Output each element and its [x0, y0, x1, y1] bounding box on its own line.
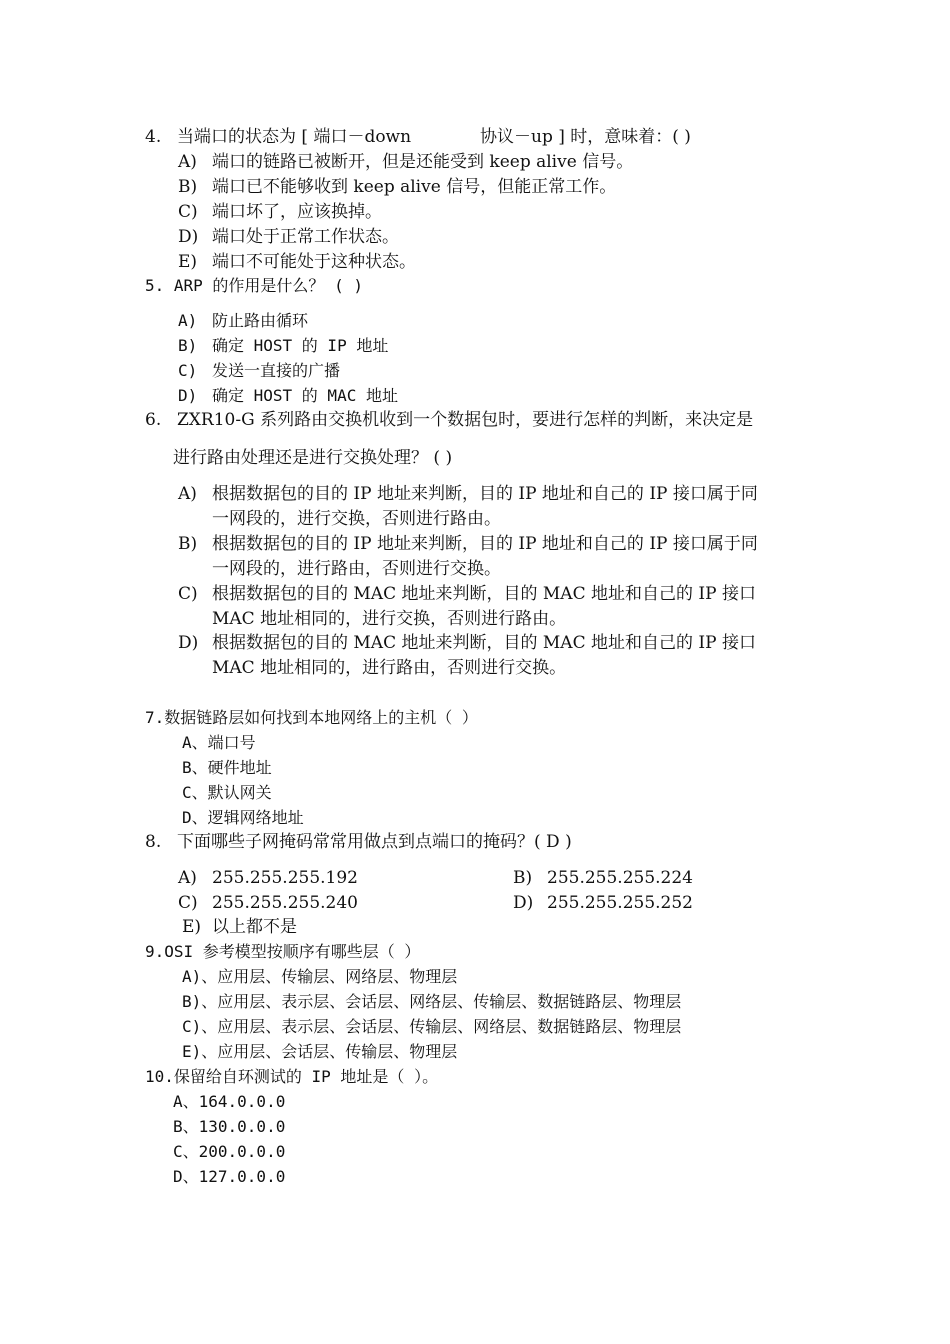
q7-option-c: C、默认网关 — [182, 783, 272, 802]
q8-option-e: E) 以上都不是 — [182, 917, 297, 937]
q10-option-d: D、127.0.0.0 — [173, 1167, 286, 1186]
q4-stem-part-b: 协议－up ] 时，意味着：( ) — [480, 127, 691, 147]
q9-option-b: B)、应用层、表示层、会话层、网络层、传输层、数据链路层、物理层 — [182, 992, 682, 1011]
q6-number: 6. — [145, 410, 162, 430]
q9-option-e: E)、应用层、会话层、传输层、物理层 — [182, 1042, 458, 1061]
q6-option-a: A) 根据数据包的目的 IP 地址来判断，目的 IP 地址和自己的 IP 接口属于同 — [178, 484, 758, 504]
q6-option-d: D) 根据数据包的目的 MAC 地址来判断，目的 MAC 地址和自己的 IP 接口 — [178, 633, 756, 653]
q6-option-b: B) 根据数据包的目的 IP 地址来判断，目的 IP 地址和自己的 IP 接口属于同 — [178, 534, 758, 554]
q6-stem-line-1: 6. ZXR10-G 系列路由交换机收到一个数据包时，要进行怎样的判断，来决定是 — [145, 410, 754, 430]
q7-option-a: A、端口号 — [182, 733, 256, 752]
q4-option-d: D) 端口处于正常工作状态。 — [178, 227, 399, 247]
q6-option-c-cont: MAC 地址相同的，进行交换，否则进行路由。 — [212, 609, 567, 629]
q6-stem-line-2: 进行路由处理还是进行交换处理？ ( ) — [173, 448, 453, 468]
q8-option-b: B) 255.255.255.224 — [513, 868, 694, 888]
q5-stem: 5. ARP 的作用是什么？ ( ) — [145, 276, 363, 295]
q10-option-c: C、200.0.0.0 — [173, 1142, 286, 1161]
q9-stem: 9.OSI 参考模型按顺序有哪些层（ ） — [145, 942, 421, 961]
q5-option-b: B) 确定 HOST 的 IP 地址 — [178, 336, 389, 355]
q8-option-a: A) 255.255.255.192 — [178, 868, 359, 888]
q6-option-d-cont: MAC 地址相同的，进行路由，否则进行交换。 — [212, 658, 567, 678]
q8-option-c: C) 255.255.255.240 — [178, 893, 359, 913]
q6-option-c: C) 根据数据包的目的 MAC 地址来判断，目的 MAC 地址和自己的 IP 接口 — [178, 584, 756, 604]
q9-option-c: C)、应用层、表示层、会话层、传输层、网络层、数据链路层、物理层 — [182, 1017, 682, 1036]
q9-option-a: A)、应用层、传输层、网络层、物理层 — [182, 967, 458, 986]
q8-stem: 8. 下面哪些子网掩码常常用做点到点端口的掩码？( D ) — [145, 832, 572, 852]
q4-stem — [145, 126, 411, 148]
q4-option-c: C) 端口坏了，应该换掉。 — [178, 202, 382, 222]
q7-option-b: B、硬件地址 — [182, 758, 272, 777]
q6-option-b-cont: 一网段的，进行路由，否则进行交换。 — [212, 559, 501, 579]
q4-option-a: A) 端口的链路已被断开，但是还能受到 keep alive 信号。 — [178, 152, 634, 172]
q5-option-a: A) 防止路由循环 — [178, 311, 309, 330]
q10-option-b: B、130.0.0.0 — [173, 1117, 286, 1136]
q4-option-b: B) 端口已不能够收到 keep alive 信号，但能正常工作。 — [178, 177, 617, 197]
q10-option-a: A、164.0.0.0 — [173, 1092, 286, 1111]
q8-option-d: D) 255.255.255.252 — [513, 893, 694, 913]
q4-option-e: E) 端口不可能处于这种状态。 — [178, 252, 416, 272]
q6-option-a-cont: 一网段的，进行交换，否则进行路由。 — [212, 509, 501, 529]
q4-number: 4. — [145, 127, 162, 147]
q7-stem: 7.数据链路层如何找到本地网络上的主机（ ） — [145, 708, 478, 727]
q10-stem: 10.保留给自环测试的 IP 地址是（ ）。 — [145, 1067, 439, 1086]
q7-option-d: D、逻辑网络地址 — [182, 808, 304, 827]
q5-option-c: C) 发送一直接的广播 — [178, 361, 341, 380]
q8-number: 8. — [145, 832, 162, 852]
q4-stem-part-a: 当端口的状态为 [ 端口－down — [177, 127, 412, 147]
q5-option-d: D) 确定 HOST 的 MAC 地址 — [178, 386, 398, 405]
